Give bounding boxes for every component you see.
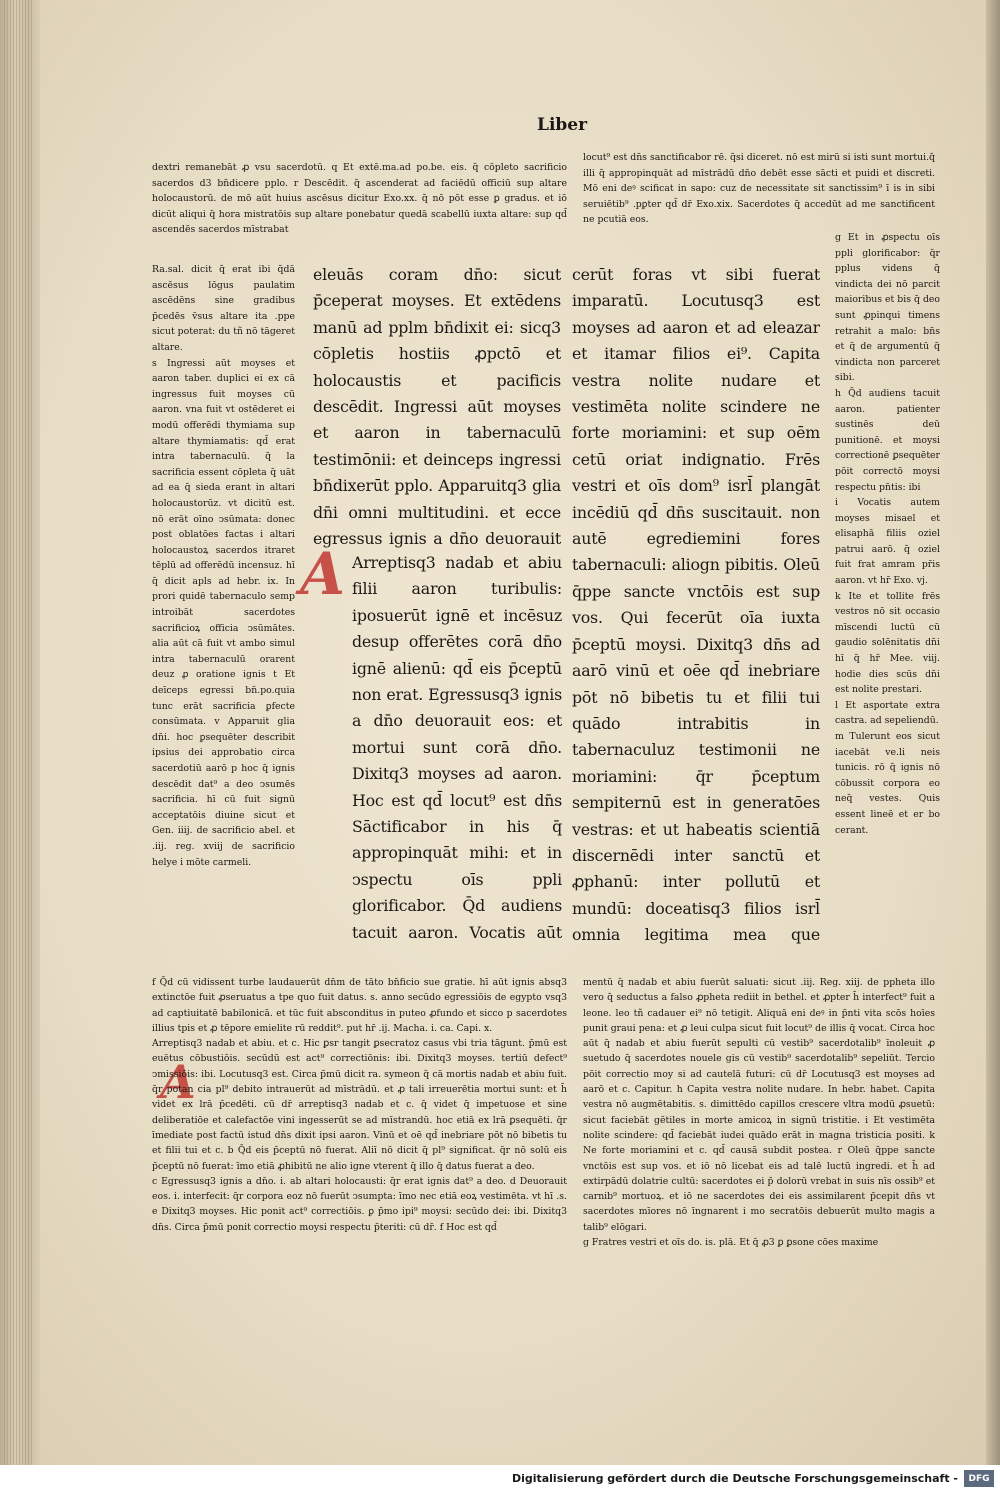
- main-text-column-2: cerūt foras vt sibi fuerat imparatū. Locutusq3 est moyses ad aaron et ad eleazar et itamar filios ei⁹. Capita vestra nolite nudare et vestimēta nolite scindere ne forte moriamini: et sup oēm cetū oriat indignatio. Frēs vestri et oīs dom⁹ isrl̄ plangāt incēdiū qd̄ dn̄s suscitauit. non autē egrediemini fores tabernaculi: aliogn pibitis. Oleū q̄ppe sancte vnctōis est sup vos. Qui fecerūt oīa iuxta p̄ceptū moysi. Dixitq3 dn̄s ad aarō vinū et oēe qd̄ inebriare pōt nō bibetis tu et filii tui quādo intrabitis in tabernaculuz testimonii ne moriamini: q̄r p̄ceptum sempiternū est in generatōes vestras: et ut habeatis scientiā discernēdi inter sanctū et ꝓphanū: inter pollutū et mundū: doceatisq3 filios isrl̄ omnia legitima mea que: [572, 265, 820, 945]
- red-initial-a-column-1: A: [300, 540, 346, 608]
- main-text-column-1: eleuās coram dn̄o: sicut p̄ceperat moyses. Et extēdens manū ad pplm bn̄dixit ei: sicq3 cōpletis hostiis ꝓpctō et holocaustis et pacificis descēdit. Ingressi aūt moyses et aaron in tabernaculū testimōnii: et deinceps ingressi bn̄dixerūt pplo. Apparuitq3 glia dn̄i omni multitudini. et ecce egressus ignis a dn̄o deuorauit: [313, 265, 561, 549]
- gloss-top-left: dextri remanebāt ꝓ vsu sacerdotū. q Et extē.ma.ad po.be. eis. q̄ cōpleto sacrificio sacerdos d3 bn̄dicere pplo. r Descēdit. q̄ ascenderat ad faciēdū officiū sup altare holocaustorū. de mō aūt huius ascēsus dicitur Exo.xx. q̄ nō pōt esse ꝑ gradus. et iō dicūt aliqui q̄ hora mistratōis sup altare ponebatur quedā scabellū iuxta altare: sup qd̄ ascendēs sacerdos mīstrabat: [152, 162, 567, 236]
- footer-credit-text: Digitalisierung gefördert durch die Deutsche Forschungsgemeinschaft -: [511, 1472, 958, 1485]
- page-gutter-shadow: [986, 0, 1000, 1465]
- main-text-column-1-chapter: Arreptisq3 nadab et abiu filii aaron turibulis: iposuerūt ignē et incēsuz desup offerētes corā dn̄o ignē alienū: qd̄ eis p̄ceptū non erat. Egressusq3 ignis a dn̄o deuorauit eos: et mortui sunt corā dn̄o. Dixitq3 moyses ad aaron. Hoc est qd̄ locut⁹ est dn̄s Sāctificabor in his q̄ appropinquāt mihi: et in ↄspectu oīs ppli glorificabor. Q̄d audiens tacuit aaron. Vocatis aūt: [352, 553, 562, 942]
- gloss-top-right: locut⁹ est dn̄s sanctificabor rē. q̄si diceret. nō est mirū si isti sunt mortui.q̄ illi q̄ appropinquāt ad mīstrādū dn̄o debēt esse sācti et puidi et discreti. Mō eni deꝰ scificat in sapo: cuz de necessitate sit sanctissim⁹ ī is in sibi seruiētib⁹ .pꝑter qd̄ dr̄ Exo.xix. Sacerdotes q̄ accedūt ad me sanctificent ne pcutiā eos.: [583, 152, 935, 226]
- commentary-bottom-left: f Q̄d cū vidissent turbe laudauerūt dn̄m de tāto bn̄ficio sue gratie. hī aūt ignis absq3 extinctōe fuit ꝓseruatus a tpe quo fuit datus. s. anno secūdo egressiōis de egypto vsq3 ad captiuitatē babilonicā. et tūc fuit absconditus in puteo ꝓfundo et sicco p sacerdotes illius tpis et ꝓ tēpore emielite rū reddit⁹. put hr̄ .ij. Macha. i. ca. Capi. x. Arreptisq3 nadab et abiu. et c. Hic ꝑsr tangit ꝑsecratoz casus vbi tria tāgunt. p̄mū est euētus cōbustiōis. secūdū est act⁹ correctiōnis: ibi. Dixitq3 moyses. tertiū defect⁹ ↄmissiōis: ibi. Locutusq3 est. Circa p̄mū dicit ra. symeon q̄ cā mortis nadab et abiu fuit. q̄r potan cia pl⁹ debito intrauerūt ad mīstrādū. et ꝓ tali irreuerētia mortui sunt: et h̄ videt ex lrā p̄cedēti. cū dr̄ arreptisq3 nadab et c. q̄ videt q̄ impetuose et sine deliberatiōe et calefactōe vini ingesserūt se ad mīstrandū. hoc etiā ex lrā ꝑsequēti. q̄r īmediate post factū istud dn̄s dixit ipsi aaron. Vinū et oē qd̄ inebriare pōt nō bibetis tu et filii tui et c. b Q̄d eis p̄ceptū nō fuerat. Aliī nō dicit q̄ pl⁹ significat. q̄r nō solū eis p̄ceptū nō fuerat: īmo etiā ꝓhibitū ne alio igne vterent q̄ illo q̄ datus fuerat a deo. c Egressusq3 ignis a dn̄o. i. ab altari holocausti: q̄r erat ignis dat⁹ a deo. d Deuorauit eos. i. interfecit: q̄r corpora eoz nō fuerūt ↄsumpta: īmo nec etiā eoꝝ vestimēta. vt hī .s. e Dixitq3 moyses. Hic ponit act⁹ correctiōis. ꝑ p̄mo ipi⁹ moysi: secūdo dei: ibi. Dixitq3 dn̄s. Circa p̄mū ponit correctio moysi respectu p̄teriti: cū dr̄. f Hoc est qd̄: [152, 977, 567, 1233]
- commentary-bottom-right: mentū q̄ nadab et abiu fuerūt saluati: sicut .iij. Reg. xiij. de ppheta illo vero q̄ seductus a falso ꝓpheta rediit in bethel. et ꝓpter h̄ interfect⁹ fuit a leone. leo tñ cadauer ei⁹ nō tetigit. Aliquā eni deꝰ in p̄nti vita scōs hoīes punit graui pena: et ꝓ leui culpa sicut fuit locut⁹ de illis q̄ vocat. Circa hoc aūt q̄ nadab et abiu fuerūt sepulti cū vestib⁹ sacerdotalib⁹ īnoleuit ꝓ suetudo q̄ sacerdotes nouele gis cū vestib⁹ sacerdotalib⁹ sepeliūt. Tercio pōit correctio moy si ad cautelā futuri: cū dr̄ Locutusq3 est moyses ad aarō et c. Capitur. h Capita vestra nolite nudare. In hebr. habet. Capita vestra nō augmētabitis. s. dimittēdo capillos crescere vltra modū ꝓsuetū: sicut faciebāt gētiles in morte amicoꝝ in signū tristitie. i Et vestimēta nolite scindere: qd̄ faciebāt iudei quādo erāt in magna tristicia positi. k Ne forte moriamini et c. qd̄ causā subdit postea. r Oleū q̄ppe sancte vnctōis est sup vos. et iō nō licebat eis ad talē luctū ingredi. et h̄ ad extirpādū dolatrie cultū: sacerdotes ei p̄ dolorū vrebat in suis nīs ossib⁹ et carnib⁹ mortuoꝝ. et iō ne sacerdotes dei eis assimilarent p̄cepit dn̄s vt sacerdotes mīores nō īngnarent i mo secratōis debuerūt multo magis a talib⁹ elōgari. g Fratres vestri et oīs do. is. plā. Et q̄ ꝓ3 ꝑ ꝑsone cōes maxime: [583, 977, 935, 1249]
- dfg-logo-icon: DFG: [964, 1470, 994, 1487]
- gloss-right-column: g Et in ꝓspectu oīs ppli glorificabor: q̄r pplus videns q̄ vindicta dei nō parcit maioribus et bis q̄ deo sunt ꝓpinqui timens retrahit a malo: bn̄s et q̄ de argumentū q̄ vindicta non parceret sibi. h Q̄d audiens tacuit aaron. patienter sustinēs deū punitionē. et moysi correctionē ꝑsequēter pōit correctō moysi respectu pn̄tis: ibi i Vocatis autem moyses misael et elisaphā filiis oziel patrui aarō. q̄ oziel fuit frat amram pr̄is aaron. vt hr̄ Exo. vj. k Ite et tollite frēs vestros nō sit occasio mīscendi luctū cū gaudio solēnitatis dn̄i hī q̄ hr̄ Mee. viij. hodie dies scūs dn̄i est nolite prestari. l Et asportate extra castra. ad sepeliendū. m Tulerunt eos sicut iacebāt ve.li neis tunicis. rō q̄ ignis nō cōbussit corpora eo neq̄ vestes. Quis essent lineē et er bo cerant.: [835, 232, 940, 836]
- running-head: Liber: [537, 115, 588, 135]
- red-initial-a-commentary: A: [160, 1055, 196, 1109]
- gloss-left-column: Ra.sal. dicit q̄ erat ibi q̄dā ascēsus lōgus paulatim ascēdēns sine gradibus p̄cedēs v̄sus altare ita .ppe sicut poterat: du tñ nō tāgeret altare. s Ingressi aūt moyses et aaron taber. duplici ei ex cā ingressus fuit moyses cū aaron. vna fuit vt ostēderet ei modū offerēdi thymiama sup altare thymiamatis: qd̄ erat intra tabernaculū. q̄ la sacrificia essent cōpleta q̄ uāt ad ea q̄ sieda erant in altari holocaustorūz. vt dicitū est. nō erāt oīno ↄsūmata: donec post oblatōes factas i altari holocaustoꝝ sacerdos itraret tēplū ad offerēdū incensuz. hī q̄ dicit apls ad hebr. ix. In prori quidē tabernaculo semp introibāt sacerdotes sacrificioꝝ officia ↄsūmātes. alia aūt cā fuit vt ambo simul intra tabernaculū orarent deuz ꝓ oratione ignis t Et deīceps egressi bn̄.po.quia tunc erāt sacrificia ꝑfecte consūmata. v Apparuit glia dn̄i. hoc ꝑsequēter describit ipsius dei approbatio circa sacerdotiū aarō p hoc q̄ ignis descēdit dat⁹ a deo ↄsumēs sacrificia. hī cū fuit signū acceptatōis diuine sicut et Gen. iiij. de sacrificio abel. et .iij. reg. xviij de sacrificio helye i mōte carmeli.: [152, 264, 295, 868]
- footer-bar: [0, 1465, 1000, 1492]
